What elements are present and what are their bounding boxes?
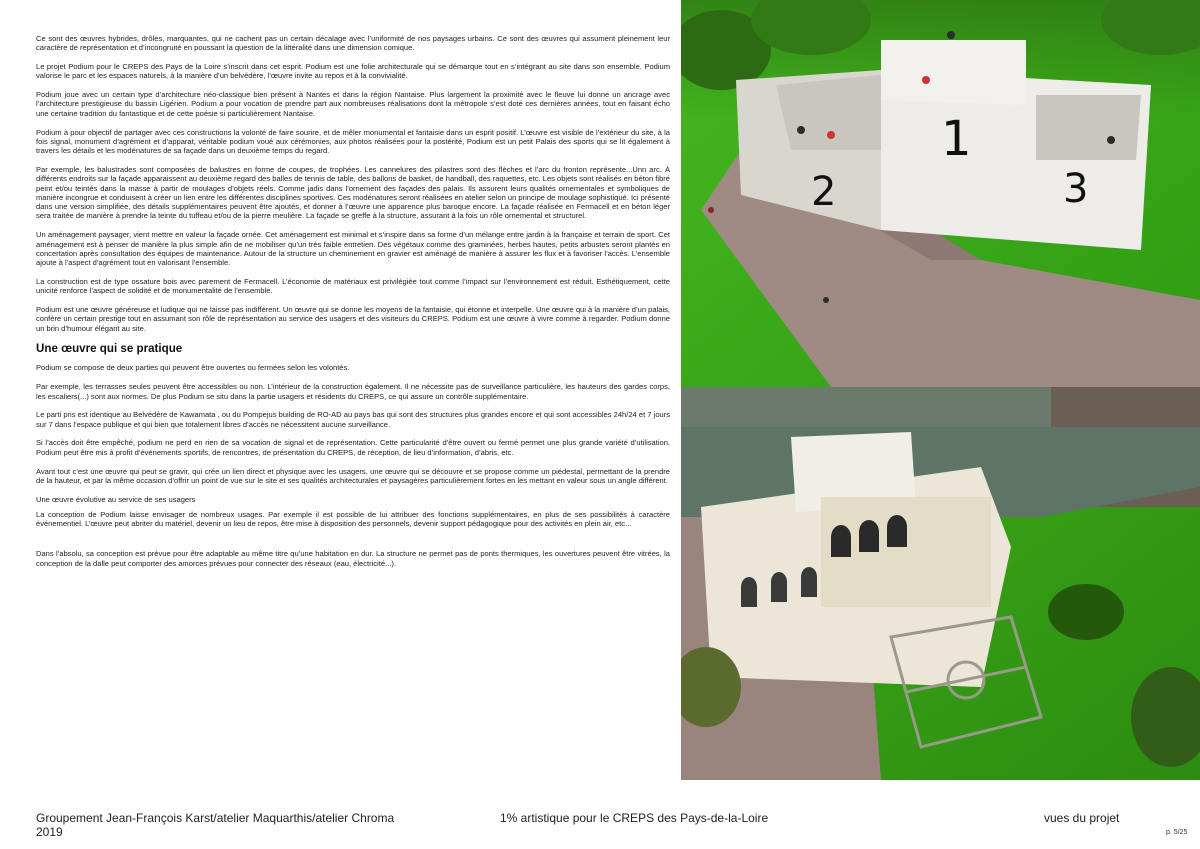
podium-render-top <box>681 0 1200 387</box>
person <box>708 207 714 213</box>
podium-left-terrace <box>776 75 881 150</box>
footer-project-title: 1% artistique pour le CREPS des Pays-de-la-Loire <box>500 811 769 825</box>
page-number: p. 5/25 <box>1166 829 1188 836</box>
person <box>827 131 835 139</box>
paragraph: Podium joue avec un certain type d’architecture néo-classique bien présent à Nantes et dans la région Nantaise. Plus largement la proximité avec le fleuve lui donne un ancrage avec l’architecture prestigieuse du bassin Ligérien. Podium a pour vocation de prendre part aux nombreuses réalisations dont la métropole s’est doté ces dernières années, tout en faisant écho une certaine tradition du fantastique et de cette poésie si particulièrement Nantaise. <box>36 90 670 118</box>
person <box>1107 136 1115 144</box>
subheading: Une œuvre évolutive au service de ses usagers <box>36 494 196 504</box>
tree <box>1048 584 1124 640</box>
paragraph: Dans l’absolu, sa conception est prévue pour être adaptable au même titre qu’une habitation en dur. La structure ne permet pas de ponts thermiques, les ouvertures peuvent être vitrées, la conception de la dalle peut comporter des amorces prévues pour connecter des réseaux (eau, électricité...). <box>36 549 670 568</box>
step-number-1: 1 <box>941 111 972 167</box>
paragraph: Avant tout c’est une œuvre qui peut se gravir, qui crée un lien direct et physique avec les usagers, une œuvre qui se découvre et se propose comme un piédestal, permettant de la prendre de la hauteur, et par la même occasion d’offrir un point de vue sur le site et ses qualités architecturales et paysagères particulièrement fortes en les mettant en valeur sous un angle différent. <box>36 466 670 485</box>
footer-credits <box>36 811 394 839</box>
podium-top-block <box>881 40 1026 105</box>
person <box>797 126 805 134</box>
podium-render-facade-illustration <box>681 387 1200 780</box>
step-number-3: 3 <box>1063 166 1089 212</box>
section-heading: Une œuvre qui se pratique <box>36 342 183 356</box>
footer-section-title: vues du projet <box>1044 811 1120 825</box>
paragraph: Le projet Podium pour le CREPS des Pays de la Loire s’inscrit dans cet esprit. Podium est une folie architecturale qui se démarque tout en s’intégrant au site dans son ensemble. Podium valorise le parc et les espaces naturels, à la manière d’un belvédère, l’œuvre invite au repos et à la convivialité. <box>36 62 670 81</box>
paragraph: La conception de Podium laisse envisager de nombreux usages. Par exemple il est possible de lui attribuer des fonctions supplémentaires, en plus de ses possibilités à caractère événementiel. L’œuvre peut abriter du matériel, devenir un lieu de repos, être mise à disposition des personnels, devenir support pédagogique pour des activités en plein air, etc... <box>36 509 670 529</box>
text-column <box>36 34 670 578</box>
paragraph: La construction est de type ossature bois avec parement de Fermacell. L’économie de matériaux est privilégiée tout comme l’impact sur l’environnement est réduit. Esthétiquement, cette unicité renforce l’aspect de solidité et de monumentalité de l’ensemble. <box>36 276 670 296</box>
paragraph: Ce sont des œuvres hybrides, drôles, marquantes, qui ne cachent pas un certain décalage avec l’uniformité de nos paysages urbains. Ce sont des œuvres qui assument pleinement leur caractère de représentation et d’incongruité en poussant la question de la littéralité dans une dimension comique. <box>36 34 670 53</box>
paragraph: Le parti pris est identique au Belvédère de Kawamata , ou du Pompejus building de RO-AD au pays bas qui sont des structures plus grandes encore et qui sont accessibles 24h/24 et 7 jours sur 7 dans l’espace publique et qui bien que totalement libres d’accès ne nécessitent aucune surveillance. <box>36 410 670 429</box>
podium-render-facade <box>681 387 1200 780</box>
footer-year: 2019 <box>36 825 63 839</box>
paragraph: Par exemple, les balustrades sont composées de balustres en forme de coupes, de trophées. Les cannelures des pilastres sont des flèches et l’arc du fronton représente...Unn arc. À différents endroits sur la façade apparaissent au deuxième regard des balles de tennis de table, des ballons de basket, de handball, des raquettes, etc. Les objets sont réalisés en béton fibré peint et/ou teintés dans la masse à partir de moulages d’objets réels. Comme jadis dans l’ornement des façades des palais. Ils assurent leurs qualités ornementales et symboliques de manière incongrue et conduisent à créer un lien entre les différentes disciplines sportives. Ces modénatures seront réalisées en atelier selon un principe de moulage sophistiqué. Ici présenté dans une version simplifiée, des détails supplémentaires peuvent être ajoutés, et donner à l’œuvre une apparence plus baroque encore. La façade réalisée en Fermacell et en béton léger sera traitée de manière à prendre la teinte du tuffeau et/ou de la pierre meulière. La façade se greffe à la structure, assurant à la fois un rôle ornemental et structurel. <box>36 164 670 221</box>
podium-render-top-illustration <box>681 0 1200 387</box>
paragraph: Un aménagement paysager, vient mettre en valeur la façade ornée. Cet aménagement est minimal et s’inspire dans sa forme d’un mélange entre jardin à la française et terrain de sport. Cet aménagement est à penser de manière la plus simple afin de ne mobiliser qu’un très faible entretien. Des végétaux comme des graminées, herbes hautes, petits arbustes seront plantés en concertation après consultation des équipes de maintenance. Autour de la structure un cheminement en gravier est aménagé de manière à assurer les flux et à favoriser l’accès. L’ensemble ajoute à l’aspect d’agrément tout en valorisant l’ensemble. <box>36 230 670 268</box>
person <box>922 76 930 84</box>
podium-right-terrace <box>1036 95 1141 160</box>
person <box>947 31 955 39</box>
paragraph: Podium à pour objectif de partager avec ces constructions la volonté de faire sourire, et de mêler monumental et fantaisie dans un esprit positif. L’œuvre est visible de l’extérieur du site, à la fois signal, monument d’agrément et d’apparat, véritable podium voué aux cérémonies, aux photos réalisées pour la postérité, Podium est un petit Palais des sports qui se lit également à travers les détails et les modénatures de sa façade dans un deuxième temps du regard. <box>36 127 670 156</box>
paragraph: Par exemple, les terrasses seules peuvent être accessibles ou non. L’intérieur de la construction également. Il ne nécessite pas de surveillance particulière, les hauteurs des gardes corps, les escaliers(...) sont aux normes. De plus Podium se situ dans la partie usagers et résidents du CREPS, ce qui assure un contrôle supplémentaire. <box>36 382 670 401</box>
paragraph: Podium est une œuvre généreuse et ludique qui ne laisse pas indifférent. Un œuvre qui se donne les moyens de la fantaisie, qui étonne et interpelle. Une œuvre qui à la manière d’un palais, confère un certain prestige tout en assumant son rôle de représentation au service des usagers et des visiteurs du CREPS. Podium est une œuvre à vivre comme à regarder. Podium donne un brin d’humour élégant au site. <box>36 305 670 333</box>
footer-credits-line: Groupement Jean-François Karst/atelier Maquarthis/atelier Chroma <box>36 811 395 825</box>
paragraph: Podium se compose de deux parties qui peuvent être ouvertes ou fermées selon les volontés. <box>36 363 350 373</box>
person <box>823 297 829 303</box>
step-number-2: 2 <box>811 169 837 215</box>
paragraph: Si l’accès doit être empêché, podium ne perd en rien de sa vocation de signal et de représentation. Cette particularité d’être ouvert ou fermé permet une plus grande variété d’utilisation. Podium peut être mis à profit d’événements sportifs, de rencontres, de présentation du CREPS, de réception, de lieu d’information, d’abris, etc. <box>36 438 670 457</box>
